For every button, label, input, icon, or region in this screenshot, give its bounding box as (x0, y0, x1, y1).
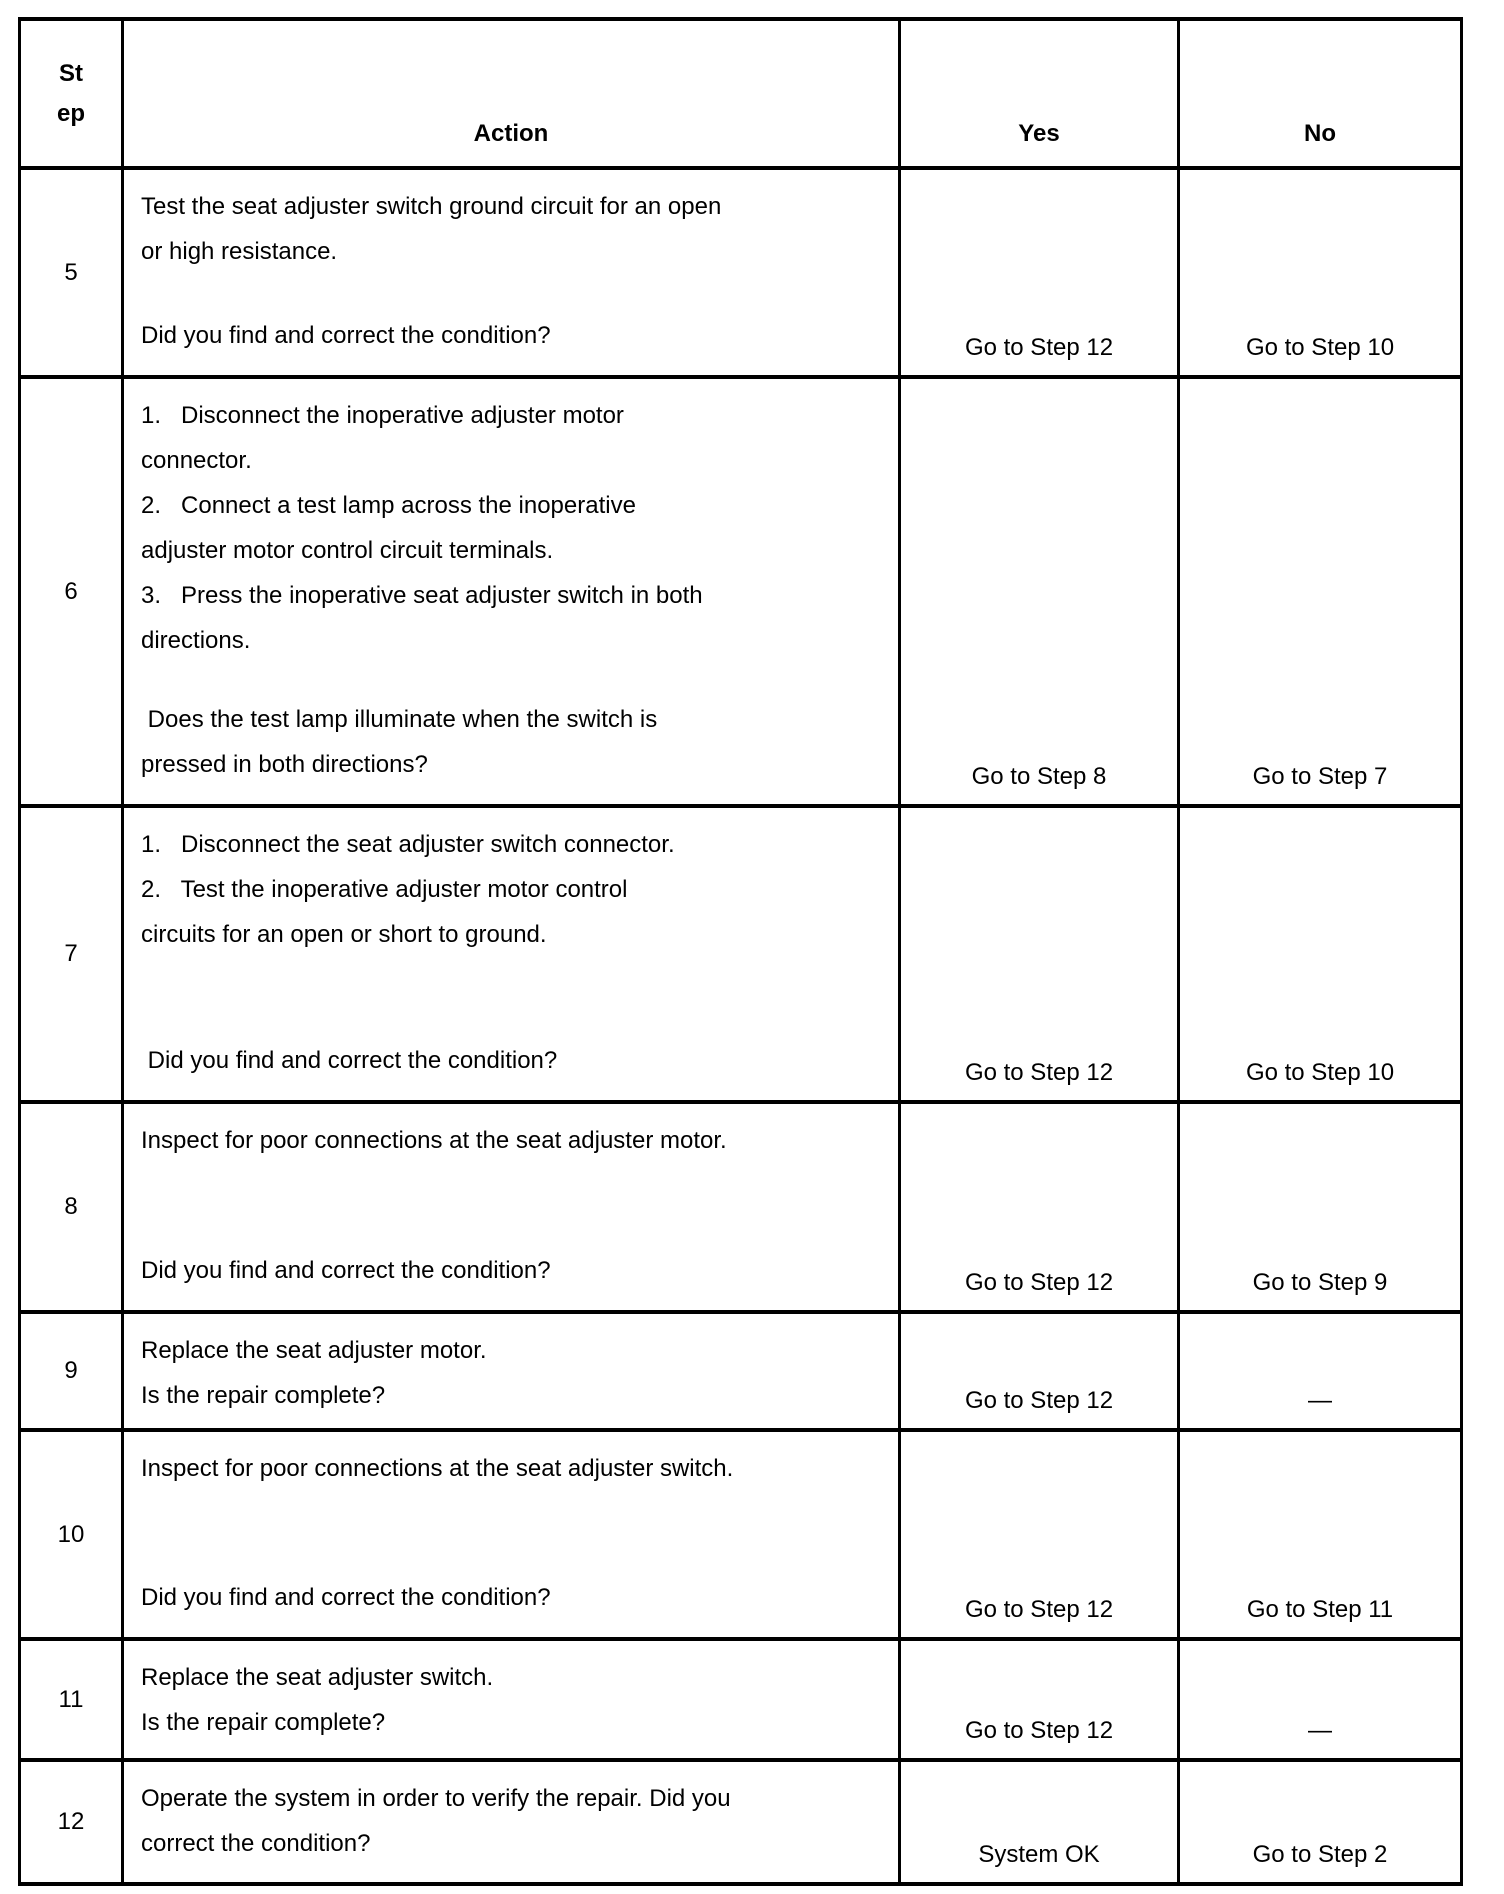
action-question (141, 1575, 878, 1620)
action-line: 1. Disconnect the seat adjuster switch connector. (141, 831, 675, 858)
no-result: Go to Step 10 (1179, 806, 1462, 1102)
action-cell (123, 806, 900, 1102)
action-question (141, 1373, 878, 1418)
table-row (20, 1102, 1462, 1312)
action-cell (123, 377, 900, 806)
table-row (20, 806, 1462, 1102)
action-question (141, 1038, 878, 1083)
yes-result: System OK (900, 1760, 1179, 1884)
action-content (141, 1104, 878, 1306)
question-line: Did you find and correct the condition? (141, 1257, 551, 1284)
action-cell (123, 1312, 900, 1430)
action-instructions (141, 822, 878, 957)
action-line: 2. Test the inoperative adjuster motor control (141, 876, 628, 903)
action-line: 2. Connect a test lamp across the inoperative (141, 492, 636, 519)
question-line: Did you find and correct the condition? (141, 1584, 551, 1611)
action-line: Inspect for poor connections at the seat adjuster motor. (141, 1127, 727, 1154)
yes-result: Go to Step 8 (900, 377, 1179, 806)
action-cell (123, 1102, 900, 1312)
action-line: Test the seat adjuster switch ground circuit for an open (141, 193, 722, 220)
action-instructions (141, 1446, 878, 1491)
action-line: Inspect for poor connections at the seat adjuster switch. (141, 1455, 734, 1482)
action-line: Replace the seat adjuster switch. (141, 1664, 494, 1691)
action-instructions (141, 393, 878, 663)
no-result: — (1179, 1639, 1462, 1760)
action-question (141, 1821, 878, 1866)
table-row (20, 1760, 1462, 1884)
step-number: 10 (20, 1430, 123, 1639)
header-step-line: St (59, 59, 83, 87)
action-content (141, 170, 878, 371)
question-line: correct the condition? (141, 1830, 371, 1857)
action-line: circuits for an open or short to ground. (141, 921, 547, 948)
action-line: adjuster motor control circuit terminals. (141, 537, 554, 564)
action-content (141, 1762, 878, 1878)
table-row (20, 377, 1462, 806)
no-result: Go to Step 7 (1179, 377, 1462, 806)
table-row (20, 1639, 1462, 1760)
no-result: Go to Step 10 (1179, 168, 1462, 377)
step-number: 9 (20, 1312, 123, 1430)
question-line: pressed in both directions? (141, 751, 428, 778)
step-number: 6 (20, 377, 123, 806)
header-step-line: ep (56, 99, 85, 127)
action-line: connector. (141, 447, 252, 474)
action-content (141, 1641, 878, 1754)
action-question (141, 313, 878, 358)
table-row (20, 168, 1462, 377)
action-instructions (141, 184, 878, 274)
action-line: Replace the seat adjuster motor. (141, 1337, 487, 1364)
question-line: Is the repair complete? (141, 1709, 386, 1736)
action-instructions (141, 1655, 878, 1700)
step-number: 12 (20, 1760, 123, 1884)
no-result: Go to Step 11 (1179, 1430, 1462, 1639)
yes-result: Go to Step 12 (900, 1430, 1179, 1639)
action-cell (123, 1760, 900, 1884)
no-result: — (1179, 1312, 1462, 1430)
step-number: 7 (20, 806, 123, 1102)
yes-result: Go to Step 12 (900, 806, 1179, 1102)
question-line: Did you find and correct the condition? (141, 1047, 558, 1074)
no-result: Go to Step 2 (1179, 1760, 1462, 1884)
action-content (141, 1314, 878, 1424)
yes-result: Go to Step 12 (900, 1639, 1179, 1760)
yes-result: Go to Step 12 (900, 1102, 1179, 1312)
action-question (141, 697, 878, 787)
step-number: 11 (20, 1639, 123, 1760)
action-content (141, 379, 878, 800)
action-instructions (141, 1328, 878, 1373)
action-line: 3. Press the inoperative seat adjuster switch in both (141, 582, 703, 609)
action-content (141, 808, 878, 1096)
action-instructions (141, 1118, 878, 1163)
action-line: Operate the system in order to verify the repair. Did you (141, 1785, 731, 1812)
header-action: Action (123, 19, 900, 168)
header-step (20, 19, 123, 168)
action-cell (123, 1639, 900, 1760)
no-result: Go to Step 9 (1179, 1102, 1462, 1312)
header-row (20, 19, 1462, 168)
question-line: Did you find and correct the condition? (141, 322, 551, 349)
diagnostic-steps-table (18, 17, 1463, 1886)
header-yes: Yes (900, 19, 1179, 168)
yes-result: Go to Step 12 (900, 168, 1179, 377)
action-line: or high resistance. (141, 238, 338, 265)
question-line: Is the repair complete? (141, 1382, 386, 1409)
question-line: Does the test lamp illuminate when the switch is (141, 706, 658, 733)
header-no: No (1179, 19, 1462, 168)
action-question (141, 1248, 878, 1293)
yes-result: Go to Step 12 (900, 1312, 1179, 1430)
step-number: 5 (20, 168, 123, 377)
action-cell (123, 168, 900, 377)
action-instructions (141, 1776, 878, 1821)
step-number: 8 (20, 1102, 123, 1312)
action-content (141, 1432, 878, 1633)
action-line: 1. Disconnect the inoperative adjuster motor (141, 402, 624, 429)
table-row (20, 1430, 1462, 1639)
action-line: directions. (141, 627, 251, 654)
action-cell (123, 1430, 900, 1639)
table-row (20, 1312, 1462, 1430)
action-question (141, 1700, 878, 1745)
